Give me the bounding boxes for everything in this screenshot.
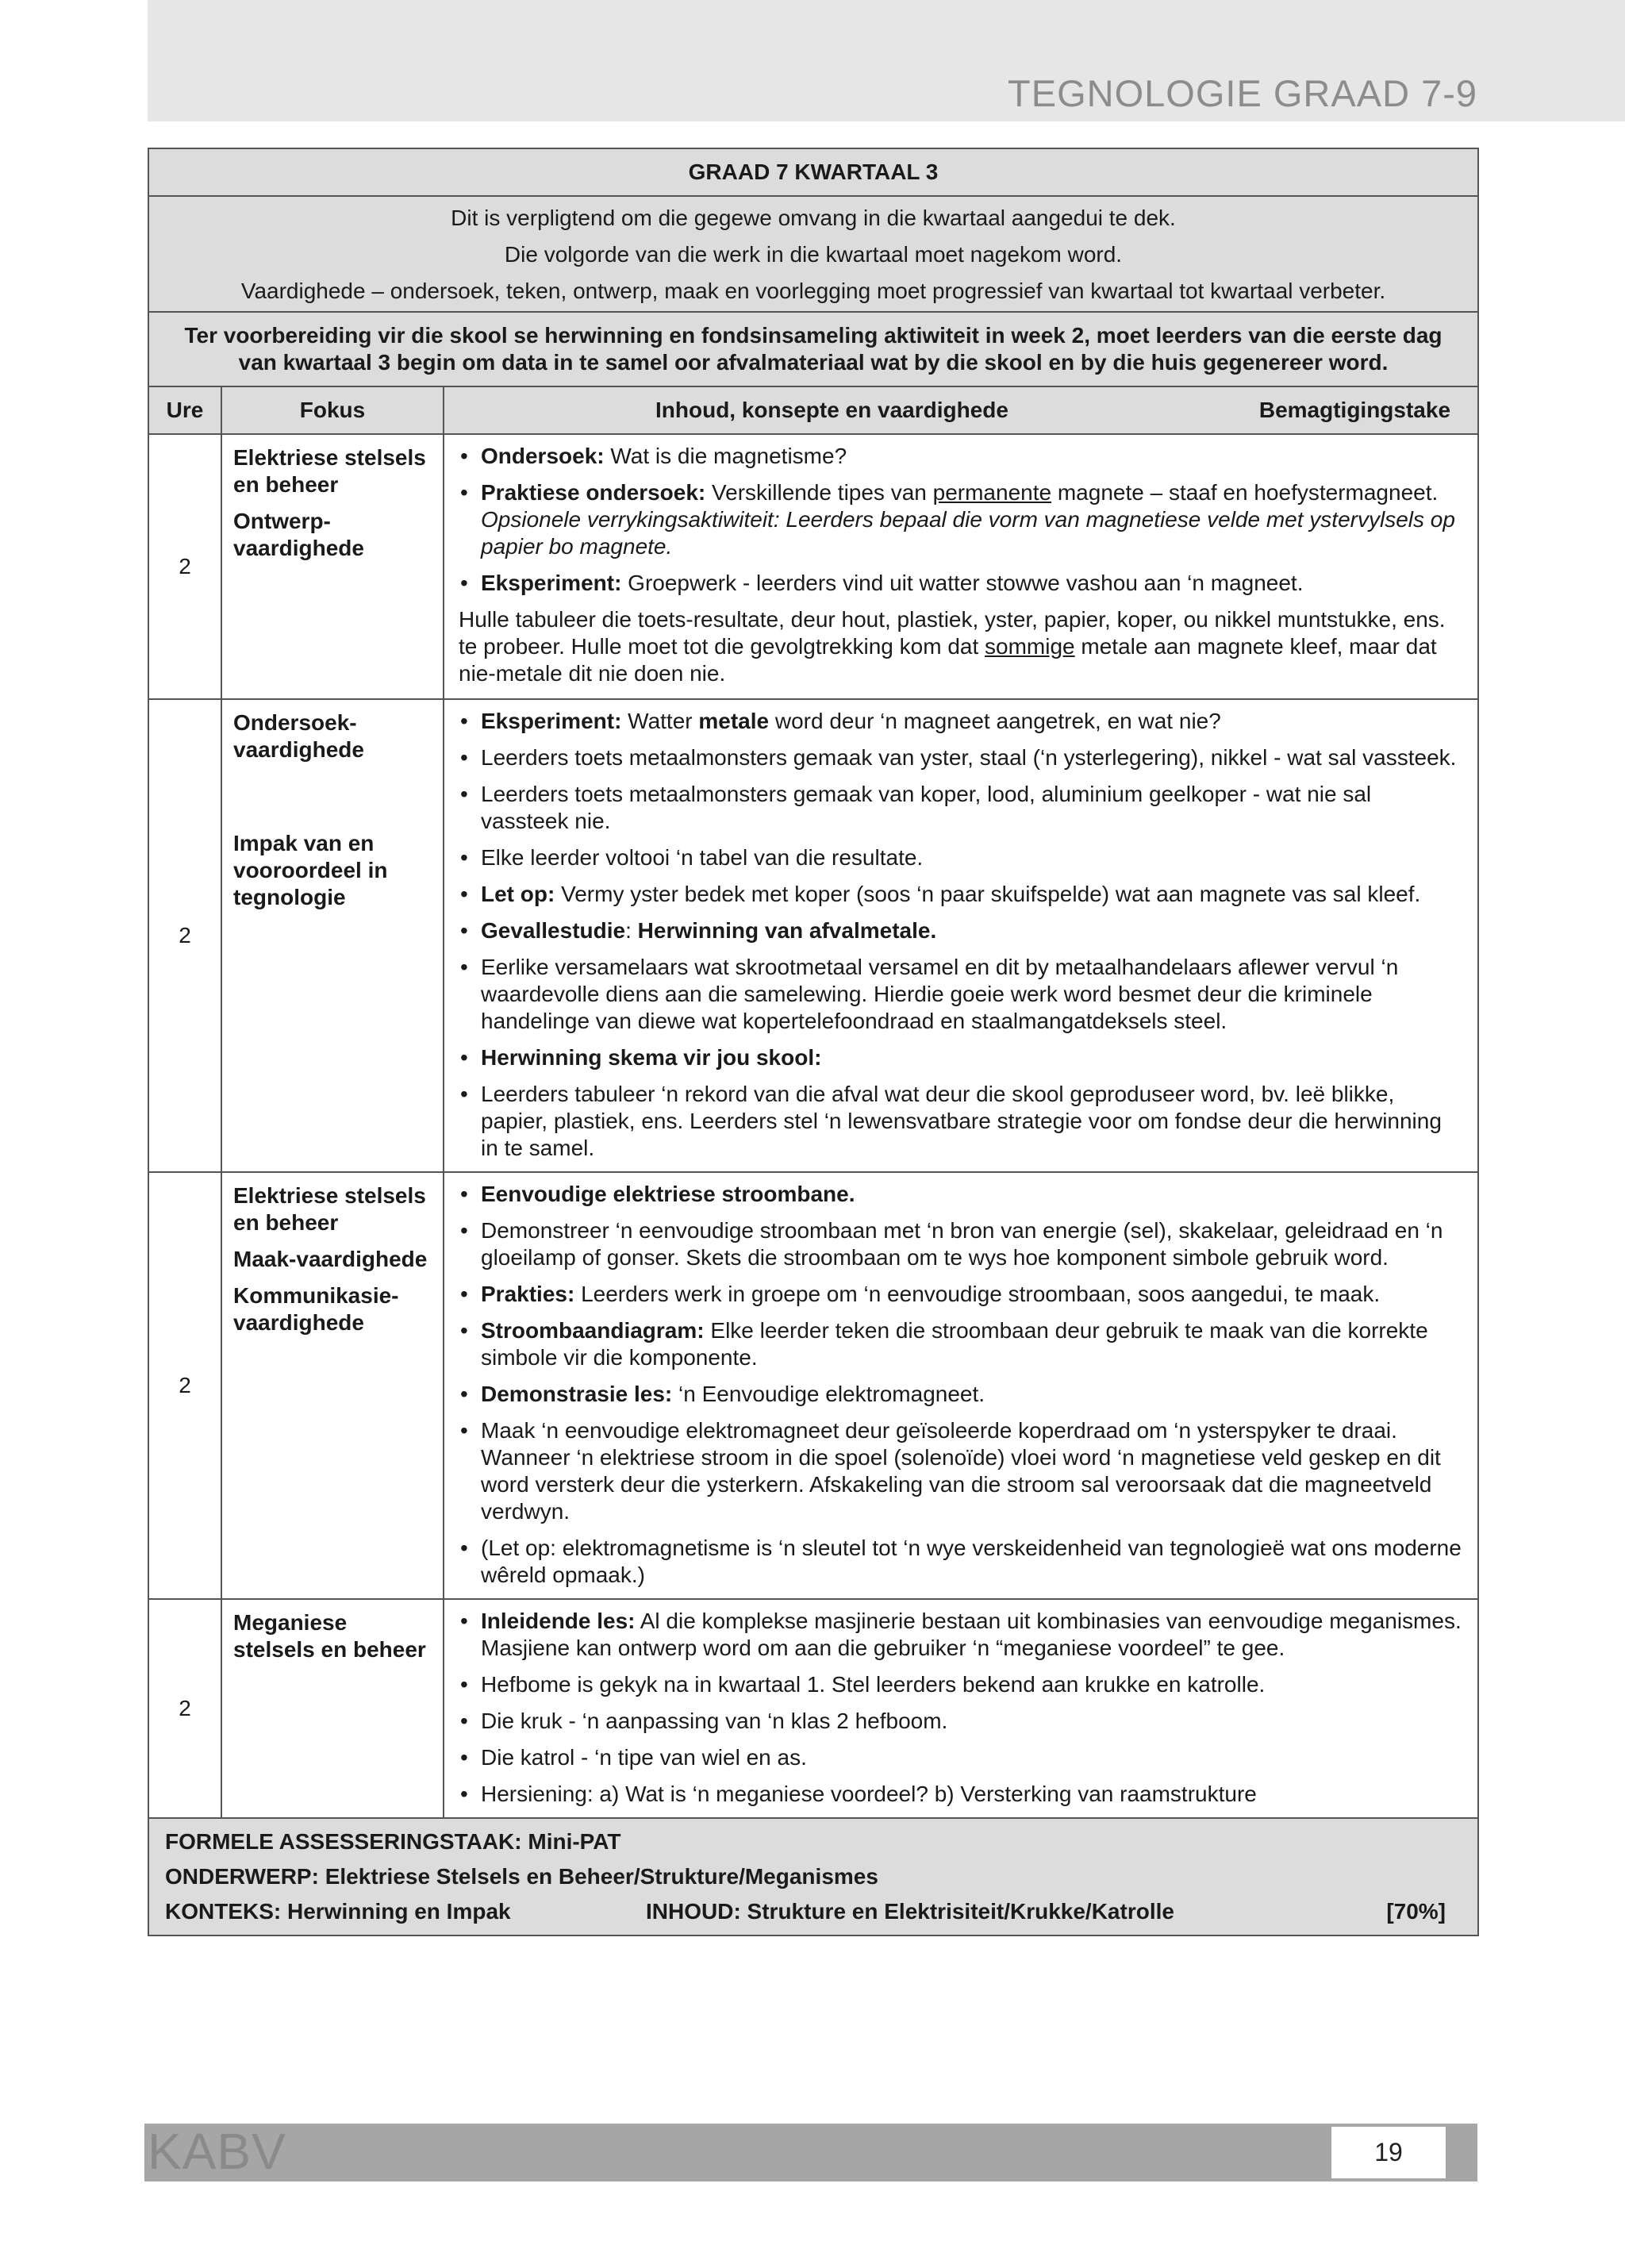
list-item xyxy=(459,1781,1465,1808)
hours-cell: 2 xyxy=(148,699,221,1172)
hours-cell: 2 xyxy=(148,1599,221,1818)
item-text: Eerlike versamelaars wat skrootmetaal versamel en dit by metaalhandelaars aflewer vervul ‘n waardevolle diens aan die samelewing. Hierdie goeie werk word besmet deur die kriminele handelinge van diewe wat kopertelefoondraad en staalmangatdeksels steel. xyxy=(481,955,1399,1033)
assessment-topic: ONDERWERP: Elektriese Stelsels en Beheer/Strukture/Meganismes xyxy=(165,1864,878,1889)
item-text: Hefbome is gekyk na in kwartaal 1. Stel leerders bekend aan krukke en katrolle. xyxy=(481,1672,1266,1697)
paragraph xyxy=(459,606,1465,687)
item-text: Maak ‘n eenvoudige elektromagneet deur geïsoleerde koperdraad om ‘n ysterspyker te draai. Wanneer ‘n elektriese stroom in die spoel (solenoïde) vloei word ‘n magnetiese veld geskep en dit word versterk deur die ysterkern. Afskakeling van die stroom sal veroorsaak dat die magneetveld verdwyn. xyxy=(481,1418,1441,1524)
item-underline: permanente xyxy=(932,480,1052,505)
focus-item: Ondersoek-vaardighede xyxy=(233,710,364,762)
bullet-icon: • xyxy=(460,480,468,505)
item-text: magnete – staaf en hoefystermagneet. xyxy=(1051,480,1439,505)
assessment-summary xyxy=(148,1818,1478,1935)
intro-line: Die volgorde van die werk in die kwartaal moet nagekom word. xyxy=(504,242,1123,267)
list-item xyxy=(459,570,1465,597)
bullet-icon: • xyxy=(460,1045,468,1070)
assessment-context-row xyxy=(165,1898,1462,1925)
assessment-weight: [70%] xyxy=(1386,1899,1446,1924)
footer-band xyxy=(144,2124,1477,2182)
intro-line: Dit is verpligtend om die gegewe omvang in die kwartaal aangedui te dek. xyxy=(451,206,1176,230)
table-row xyxy=(148,1172,1478,1599)
bullet-icon: • xyxy=(460,1672,468,1697)
item-bold: metale xyxy=(698,709,770,733)
item-text: Leerders toets metaalmonsters gemaak van yster, staal (‘n ysterlegering), nikkel - wat sal vassteek. xyxy=(481,745,1457,770)
list-item xyxy=(459,1081,1465,1162)
bullet-icon: • xyxy=(460,1418,468,1443)
bullet-icon: • xyxy=(460,845,468,870)
assessment-context: KONTEKS: Herwinning en Impak xyxy=(165,1899,511,1924)
item-lead: Demonstrasie les: xyxy=(481,1382,673,1406)
item-text: ‘n Eenvoudige elektromagneet. xyxy=(672,1382,985,1406)
item-italic: Opsionele verrykingsaktiwiteit: Leerders bepaal die vorm van magnetiese velde met ystervylsels op papier bo magnete. xyxy=(481,507,1455,559)
paragraph-text: Hulle tabuleer die toets-resultate, deur hout, plastiek, yster, papier, koper, ou nikkel muntstukke, ens. te probeer. Hulle moet tot die gevolgtrekking kom dat xyxy=(459,607,1446,659)
item-lead: Eenvoudige elektriese stroombane. xyxy=(481,1182,855,1206)
bullet-icon: • xyxy=(460,782,468,806)
item-text: Die kruk - ‘n aanpassing van ‘n klas 2 hefboom. xyxy=(481,1709,948,1733)
content-cell xyxy=(444,434,1478,699)
table-row xyxy=(148,699,1478,1172)
item-text: : xyxy=(625,918,638,943)
running-header-title: TEGNOLOGIE GRAAD 7-9 xyxy=(1008,72,1477,114)
list-item xyxy=(459,881,1465,908)
focus-cell xyxy=(221,434,444,699)
item-text: Watter xyxy=(621,709,699,733)
item-text: Leerders toets metaalmonsters gemaak van koper, lood, aluminium geelkoper - wat nie sal vassteek nie. xyxy=(481,782,1372,833)
table-row xyxy=(148,434,1478,699)
header-ure: Ure xyxy=(148,386,221,434)
content-cell xyxy=(444,699,1478,1172)
bullet-icon: • xyxy=(460,444,468,468)
bullet-icon: • xyxy=(460,709,468,733)
focus-cell xyxy=(221,699,444,1172)
focus-cell xyxy=(221,1599,444,1818)
bullet-icon: • xyxy=(460,955,468,979)
paragraph-underline: sommige xyxy=(985,634,1075,659)
focus-item: Elektriese stelsels en beheer xyxy=(233,1183,426,1235)
item-lead: Eksperiment: xyxy=(481,709,622,733)
list-item xyxy=(459,1181,1465,1208)
table-title: GRAAD 7 KWARTAAL 3 xyxy=(148,148,1478,196)
curriculum-table xyxy=(148,148,1479,1936)
footer-label: KABV xyxy=(148,2123,286,2180)
item-lead: Praktiese ondersoek: xyxy=(481,480,706,505)
bullet-icon: • xyxy=(460,745,468,770)
focus-item: Meganiese stelsels en beheer xyxy=(233,1610,426,1662)
bullet-icon: • xyxy=(460,1745,468,1770)
list-item xyxy=(459,1744,1465,1771)
item-text: Wat is die magnetisme? xyxy=(604,444,847,468)
item-text: Vermy yster bedek met koper (soos ‘n paar skuifspelde) wat aan magnete vas sal kleef. xyxy=(555,882,1421,906)
item-text: Groepwerk - leerders vind uit watter stowwe vashou aan ‘n magneet. xyxy=(621,571,1304,595)
list-item xyxy=(459,1708,1465,1735)
content-cell xyxy=(444,1599,1478,1818)
item-text: word deur ‘n magneet aangetrek, en wat nie? xyxy=(769,709,1221,733)
paragraph-text: metale aan magnete kleef, maar dat nie-metale dit nie doen nie. xyxy=(459,634,1437,686)
list-item xyxy=(459,1217,1465,1271)
item-lead: Herwinning skema vir jou skool: xyxy=(481,1045,822,1070)
list-item xyxy=(459,443,1465,470)
bullet-icon: • xyxy=(460,1282,468,1306)
item-text: Die katrol - ‘n tipe van wiel en as. xyxy=(481,1745,807,1770)
list-item xyxy=(459,1281,1465,1308)
list-item xyxy=(459,954,1465,1035)
item-text: Elke leerder voltooi ‘n tabel van die resultate. xyxy=(481,845,924,870)
list-item xyxy=(459,917,1465,944)
item-lead: Gevallestudie xyxy=(481,918,626,943)
focus-item: Kommunikasie-vaardighede xyxy=(233,1283,399,1335)
hours-cell: 2 xyxy=(148,1172,221,1599)
list-item xyxy=(459,1044,1465,1071)
bullet-icon: • xyxy=(460,1709,468,1733)
content-cell xyxy=(444,1172,1478,1599)
focus-item: Elektriese stelsels en beheer xyxy=(233,445,426,497)
header-content-label: Inhoud, konsepte en vaardighede xyxy=(655,398,1008,422)
item-lead: Inleidende les: xyxy=(481,1609,636,1633)
header-assess-label: Bemagtigingstake xyxy=(1258,398,1451,422)
item-text: (Let op: elektromagnetisme is ‘n sleutel tot ‘n wye verskeidenheid van tegnologieë wat ons moderne wêreld opmaak.) xyxy=(481,1536,1462,1587)
list-item xyxy=(459,844,1465,871)
list-item xyxy=(459,1317,1465,1371)
item-lead: Prakties: xyxy=(481,1282,575,1306)
item-lead: Stroombaandiagram: xyxy=(481,1318,705,1343)
list-item xyxy=(459,1417,1465,1525)
list-item xyxy=(459,479,1465,560)
list-item xyxy=(459,1671,1465,1698)
item-text: Al die komplekse masjinerie bestaan uit kombinasies van eenvoudige meganismes. Masjiene kan ontwerp word om aan die gebruiker ‘n “meganiese voordeel” te gee. xyxy=(481,1609,1462,1660)
bullet-icon: • xyxy=(460,1782,468,1806)
item-text: Leerders werk in groepe om ‘n eenvoudige stroombaan, soos aangedui, te maak. xyxy=(574,1282,1381,1306)
bullet-icon: • xyxy=(460,918,468,943)
list-item xyxy=(459,708,1465,735)
bullet-icon: • xyxy=(460,1536,468,1560)
bullet-icon: • xyxy=(460,1382,468,1406)
hours-cell: 2 xyxy=(148,434,221,699)
item-text: Hersiening: a) Wat is ‘n meganiese voordeel? b) Versterking van raamstrukture xyxy=(481,1782,1257,1806)
focus-item: Ontwerp-vaardighede xyxy=(233,509,364,560)
item-lead: Ondersoek: xyxy=(481,444,605,468)
header-content xyxy=(444,386,1478,434)
list-item xyxy=(459,1535,1465,1589)
item-bold: Herwinning van afvalmetale. xyxy=(637,918,937,943)
item-text: Elke leerder teken die stroombaan deur gebruik te maak van die korrekte simbole vir die komponente. xyxy=(481,1318,1428,1370)
list-item xyxy=(459,1608,1465,1662)
header-fokus: Fokus xyxy=(221,386,444,434)
bullet-icon: • xyxy=(460,571,468,595)
focus-cell xyxy=(221,1172,444,1599)
bullet-icon: • xyxy=(460,882,468,906)
intro-line: Vaardighede – ondersoek, teken, ontwerp, maak en voorlegging moet progressief van kwartaal tot kwartaal verbeter. xyxy=(240,279,1386,303)
assessment-content: INHOUD: Strukture en Elektrisiteit/Krukke/Katrolle xyxy=(646,1899,1174,1924)
focus-item: Impak van en vooroordeel in tegnologie xyxy=(233,831,388,909)
intro-notes xyxy=(148,196,1478,312)
table-row xyxy=(148,1599,1478,1818)
item-text: Verskillende tipes van xyxy=(705,480,933,505)
bullet-icon: • xyxy=(460,1218,468,1243)
item-lead: Eksperiment: xyxy=(481,571,622,595)
bullet-icon: • xyxy=(460,1082,468,1106)
bullet-icon: • xyxy=(460,1182,468,1206)
page-number: 19 xyxy=(1331,2127,1446,2178)
preparation-note: Ter voorbereiding vir die skool se herwinning en fondsinsameling aktiwiteit in week 2, moet leerders van die eerste dag van kwartaal 3 begin om data in te samel oor afvalmateriaal wat by die skool en by die huis gegenereer word. xyxy=(148,312,1478,386)
item-text: Demonstreer ‘n eenvoudige stroombaan met ‘n bron van energie (sel), skakelaar, geleidraad en ‘n gloeilamp of gonser. Skets die stroombaan om te wys hoe komponent simbole gebruik word. xyxy=(481,1218,1443,1270)
bullet-icon: • xyxy=(460,1318,468,1343)
focus-item: Maak-vaardighede xyxy=(233,1247,428,1271)
list-item xyxy=(459,1381,1465,1408)
item-text: Leerders tabuleer ‘n rekord van die afval wat deur die skool geproduseer word, bv. leë blikke, papier, plastiek, ens. Leerders stel ‘n lewensvatbare strategie voor om fondse deur die herwinning in te samel. xyxy=(481,1082,1442,1160)
item-lead: Let op: xyxy=(481,882,555,906)
list-item xyxy=(459,781,1465,835)
bullet-icon: • xyxy=(460,1609,468,1633)
assessment-task: FORMELE ASSESSERINGSTAAK: Mini-PAT xyxy=(165,1829,621,1854)
list-item xyxy=(459,744,1465,771)
